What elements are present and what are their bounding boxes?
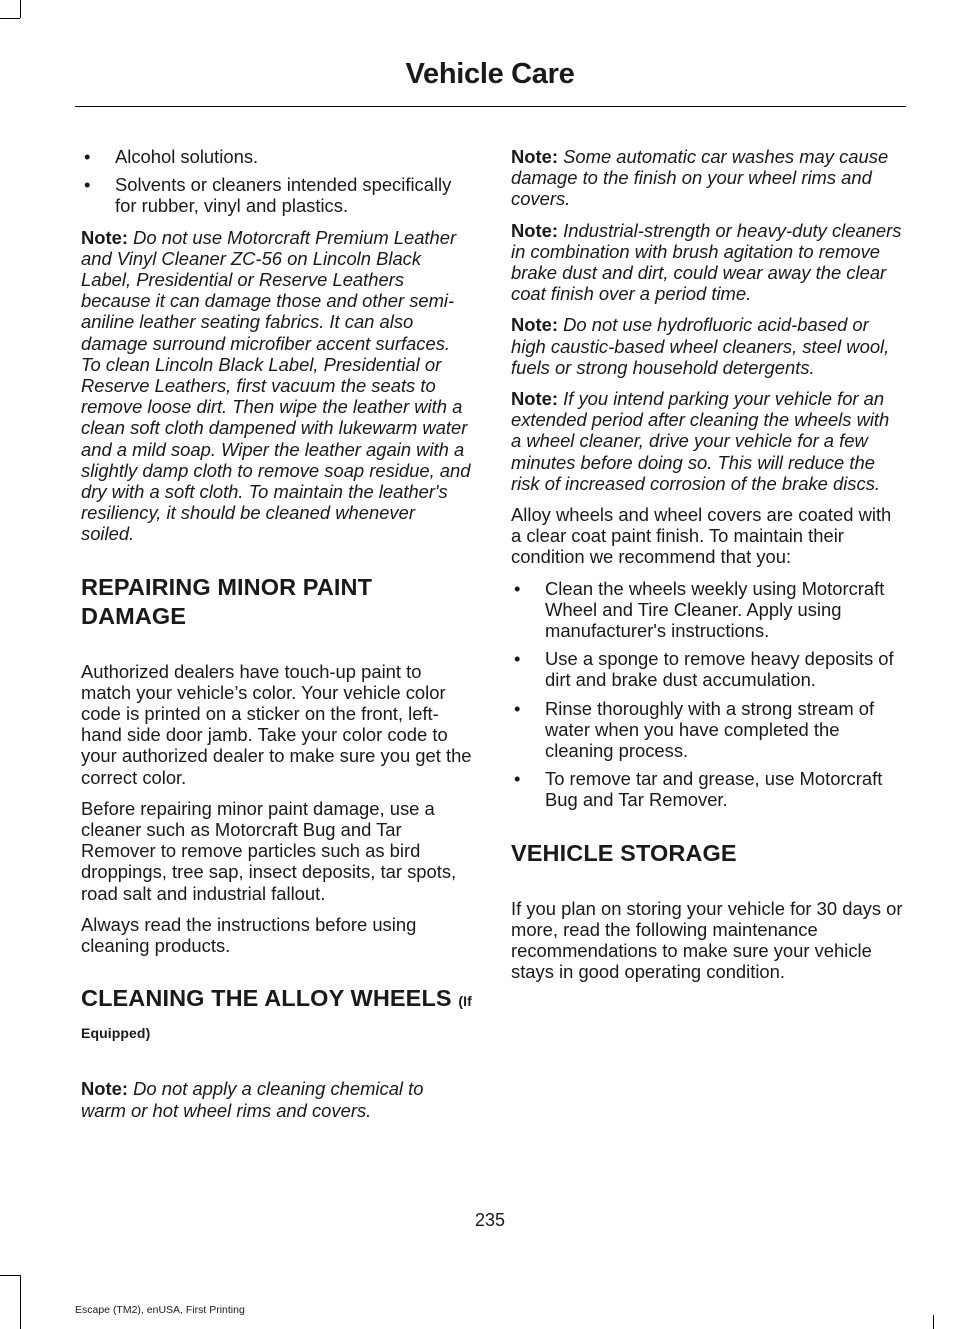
right-column (511, 146, 903, 993)
paragraph: Authorized dealers have touch-up paint to match your vehicle’s color. Your vehicle color code is printed on a sticker on the front, left-hand side door jamb. Take your color code to your authorized dealer to make sure you get the correct color. (81, 660, 472, 788)
note: Note: Some automatic car washes may cause damage to the finish on your wheel rims and covers. (511, 146, 889, 210)
left-column (81, 146, 473, 1131)
list-item: • Use a sponge to remove heavy deposits of dirt and brake dust accumulation. (514, 648, 894, 691)
crop-mark (0, 1275, 20, 1276)
page-title: Vehicle Care (405, 58, 575, 90)
note: Note: Industrial-strength or heavy-duty cleaners in combination with brush agitation to remove brake dust and dirt, could wear away the clear coat finish over a period time. (511, 219, 902, 305)
crop-mark (20, 0, 21, 18)
note-label: Note: (511, 219, 558, 241)
list-item: • Clean the wheels weekly using Motorcraft Wheel and Tire Cleaner. Apply using manufacturer's instructions. (514, 577, 885, 642)
section-heading-paint: REPAIRING MINOR PAINT DAMAGE (81, 573, 373, 629)
bullet-glyph: • (514, 648, 521, 670)
paragraph: If you plan on storing your vehicle for 30 days or more, read the following maintenance recommendations to make sure your vehicle stays in good operating condition. (511, 897, 903, 983)
bullet-glyph: • (514, 768, 521, 790)
note-label: Note: (81, 226, 128, 248)
list-item: • Rinse thoroughly with a strong stream of water when you have completed the cleaning process. (514, 697, 875, 762)
section-heading-storage: VEHICLE STORAGE (511, 839, 737, 866)
list-item: • Solvents or cleaners intended specifically for rubber, vinyl and plastics. (84, 174, 452, 217)
paragraph: Before repairing minor paint damage, use a cleaner such as Motorcraft Bug and Tar Remover to remove particles such as bird droppings, tree sap, insect deposits, tar spots, road salt and industrial fallout. (81, 797, 457, 904)
list-item: • To remove tar and grease, use Motorcraft Bug and Tar Remover. (514, 768, 883, 811)
bullet-glyph: • (84, 146, 91, 167)
page-number: 235 (474, 1210, 506, 1230)
bullet-glyph: • (514, 577, 521, 599)
note-label: Note: (511, 314, 558, 336)
list-item: • Alcohol solutions. (84, 146, 259, 167)
header-divider (75, 106, 906, 107)
note: Note: Do not use hydrofluoric acid-based or high caustic-based wheel cleaners, steel wool, fuels or strong household detergents. (511, 314, 890, 378)
bullet-list (81, 146, 473, 217)
crop-mark (20, 1275, 21, 1329)
heading-qualifier: (If Equipped) (81, 993, 472, 1042)
bullet-list (511, 578, 903, 811)
note-label: Note: (511, 388, 558, 410)
note: Note: If you intend parking your vehicle for an extended period after cleaning the wheels with a wheel cleaner, drive your vehicle for a few minutes before doing so. This will reduce the risk of increased corrosion of the brake discs. (511, 388, 890, 494)
bullet-glyph: • (514, 697, 521, 719)
footer-edition: Escape (TM2), enUSA, First Printing (75, 1304, 245, 1316)
section-heading-wheels: CLEANING THE ALLOY WHEELS (If Equipped) (81, 985, 472, 1042)
note-label: Note: (81, 1078, 128, 1100)
note-label: Note: (511, 146, 558, 167)
note-leather-cleaner: Note: Do not use Motorcraft Premium Leather and Vinyl Cleaner ZC-56 on Lincoln Black Label, Presidential or Reserve Leathers because it can damage those and other semi-aniline leather seating fabrics. It can also damage surround microfiber accent surfaces. To clean Lincoln Black Label, Presidential or Reserve Leathers, first vacuum the seats to remove loose dirt. Then wipe the leather with a clean soft cloth dampened with lukewarm water and a mild soap. Wiper the leather again with a slightly damp cloth to remove soap residue, and dry with a soft cloth. To maintain the leather's resiliency, it should be cleaned whenever soiled. (81, 226, 471, 545)
crop-mark (933, 1315, 934, 1329)
crop-mark (0, 18, 20, 19)
note-wheel-chemical: Note: Do not apply a cleaning chemical to warm or hot wheel rims and covers. (81, 1078, 424, 1121)
bullet-glyph: • (84, 174, 91, 196)
paragraph: Alloy wheels and wheel covers are coated with a clear coat paint finish. To maintain their condition we recommend that you: (511, 504, 892, 568)
paragraph: Always read the instructions before using cleaning products. (81, 913, 417, 957)
